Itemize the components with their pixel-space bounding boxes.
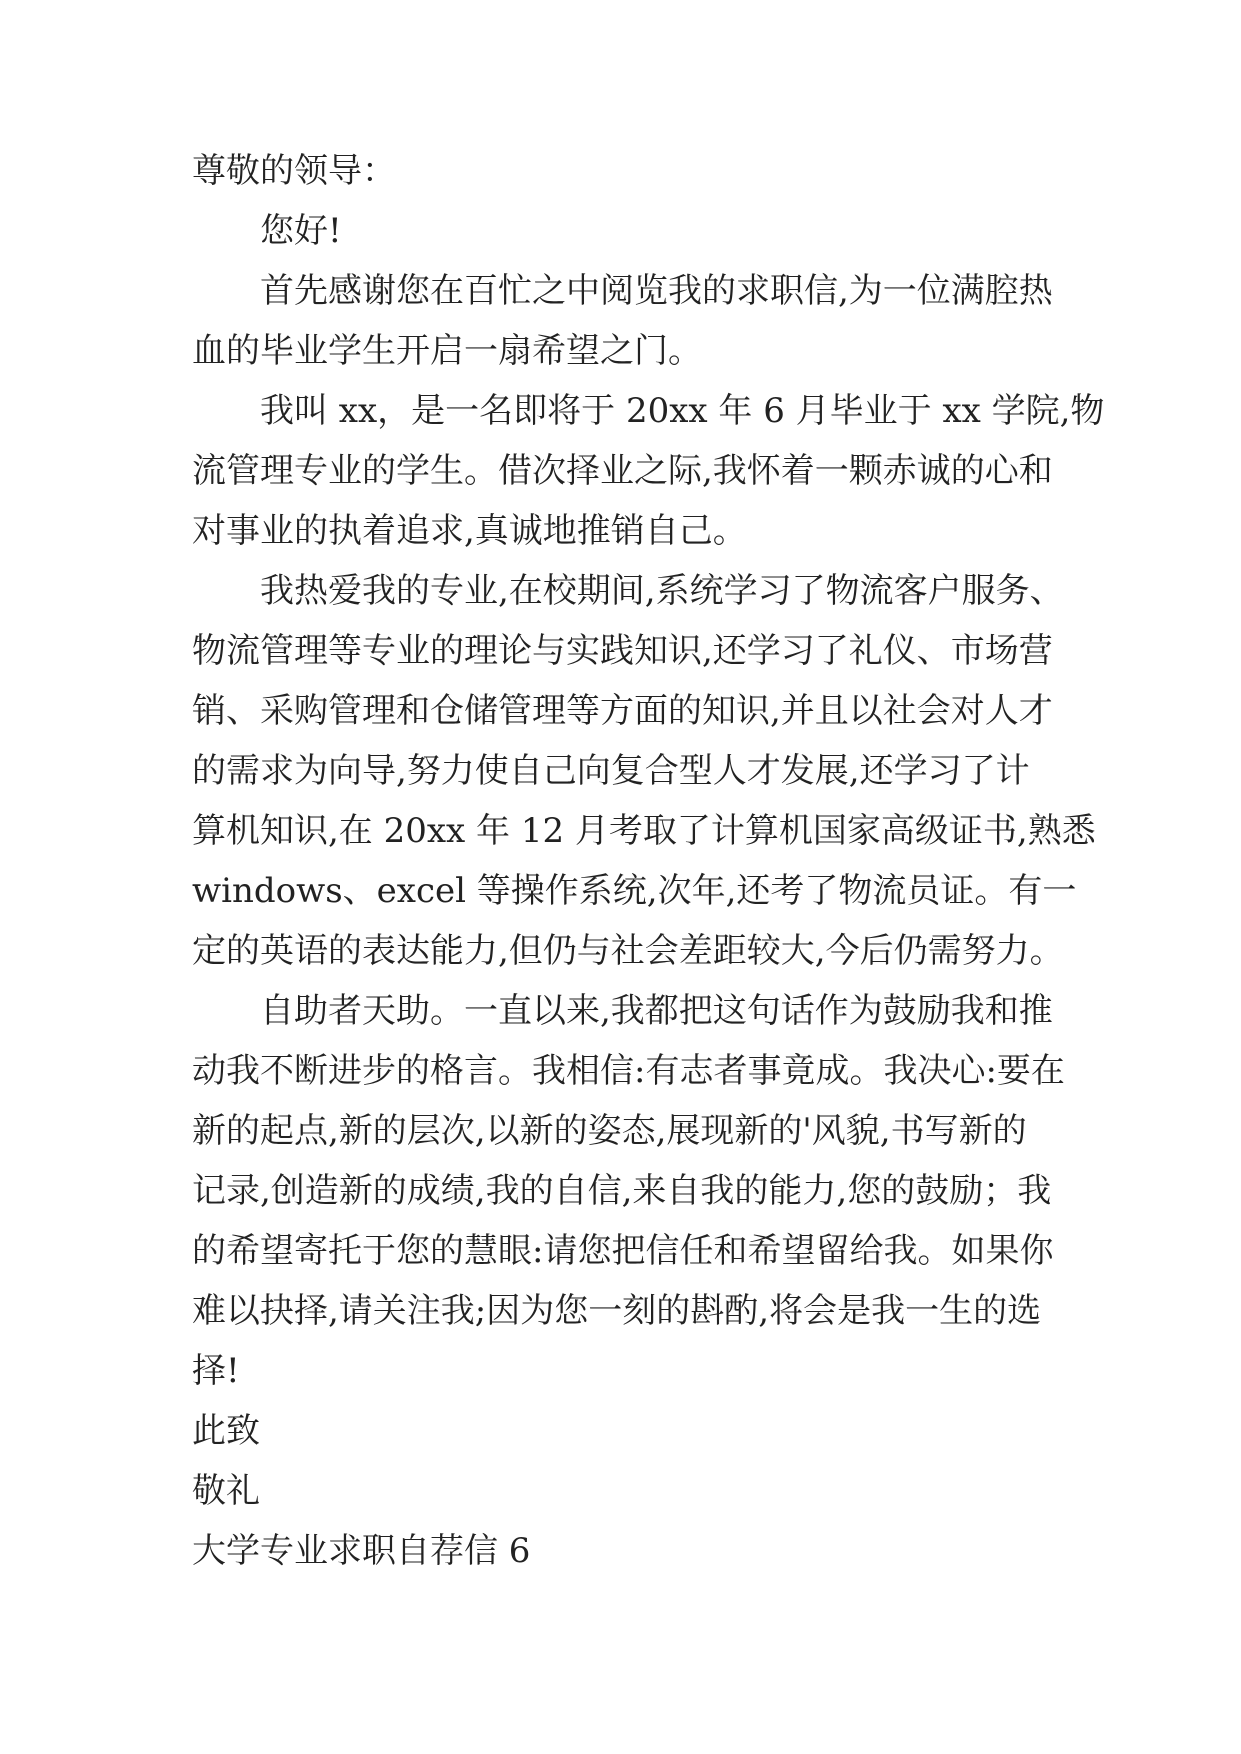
paragraph-line: 自助者天助。一直以来,我都把这句话作为鼓励我和推 [260, 991, 1053, 1031]
paragraph-line: 算机知识,在 20xx 年 12 月考取了计算机国家高级证书,熟悉 [192, 811, 1096, 851]
paragraph-line: 难以抉择,请关注我;因为您一刻的斟酌,将会是我一生的选 [192, 1291, 1042, 1331]
paragraph-line: windows、excel 等操作系统,次年,还考了物流员证。有一 [192, 871, 1077, 911]
paragraph-line: 择! [192, 1351, 240, 1391]
paragraph-line: 物流管理等专业的理论与实践知识,还学习了礼仪、市场营 [192, 631, 1053, 671]
paragraph-line: 我叫 xx，是一名即将于 20xx 年 6 月毕业于 xx 学院,物 [260, 391, 1105, 431]
paragraph-line: 我热爱我的专业,在校期间,系统学习了物流客户服务、 [260, 571, 1064, 611]
greeting: 您好! [260, 211, 342, 251]
closing-line: 此致 [192, 1411, 260, 1451]
closing-line: 敬礼 [192, 1471, 260, 1511]
paragraph-line: 动我不断进步的格言。我相信:有志者事竟成。我决心:要在 [192, 1051, 1065, 1091]
paragraph-line: 对事业的执着追求,真诚地推销自己。 [192, 511, 747, 551]
paragraph-line: 新的起点,新的层次,以新的姿态,展现新的'风貌,书写新的 [192, 1111, 1027, 1151]
paragraph-line: 销、采购管理和仓储管理等方面的知识,并且以社会对人才 [192, 691, 1053, 731]
paragraph-line: 记录,创造新的成绩,我的自信,来自我的能力,您的鼓励；我 [192, 1171, 1052, 1211]
paragraph-line: 血的毕业学生开启一扇希望之门。 [192, 331, 702, 371]
paragraph-line: 的希望寄托于您的慧眼:请您把信任和希望留给我。如果你 [192, 1231, 1054, 1271]
paragraph-line: 的需求为向导,努力使自己向复合型人才发展,还学习了计 [192, 751, 1030, 791]
paragraph-line: 首先感谢您在百忙之中阅览我的求职信,为一位满腔热 [260, 271, 1053, 311]
paragraph-line: 定的英语的表达能力,但仍与社会差距较大,今后仍需努力。 [192, 931, 1064, 971]
next-title: 大学专业求职自荐信 6 [192, 1531, 531, 1571]
salutation: 尊敬的领导： [192, 151, 396, 191]
paragraph-line: 流管理专业的学生。借次择业之际,我怀着一颗赤诚的心和 [192, 451, 1053, 491]
